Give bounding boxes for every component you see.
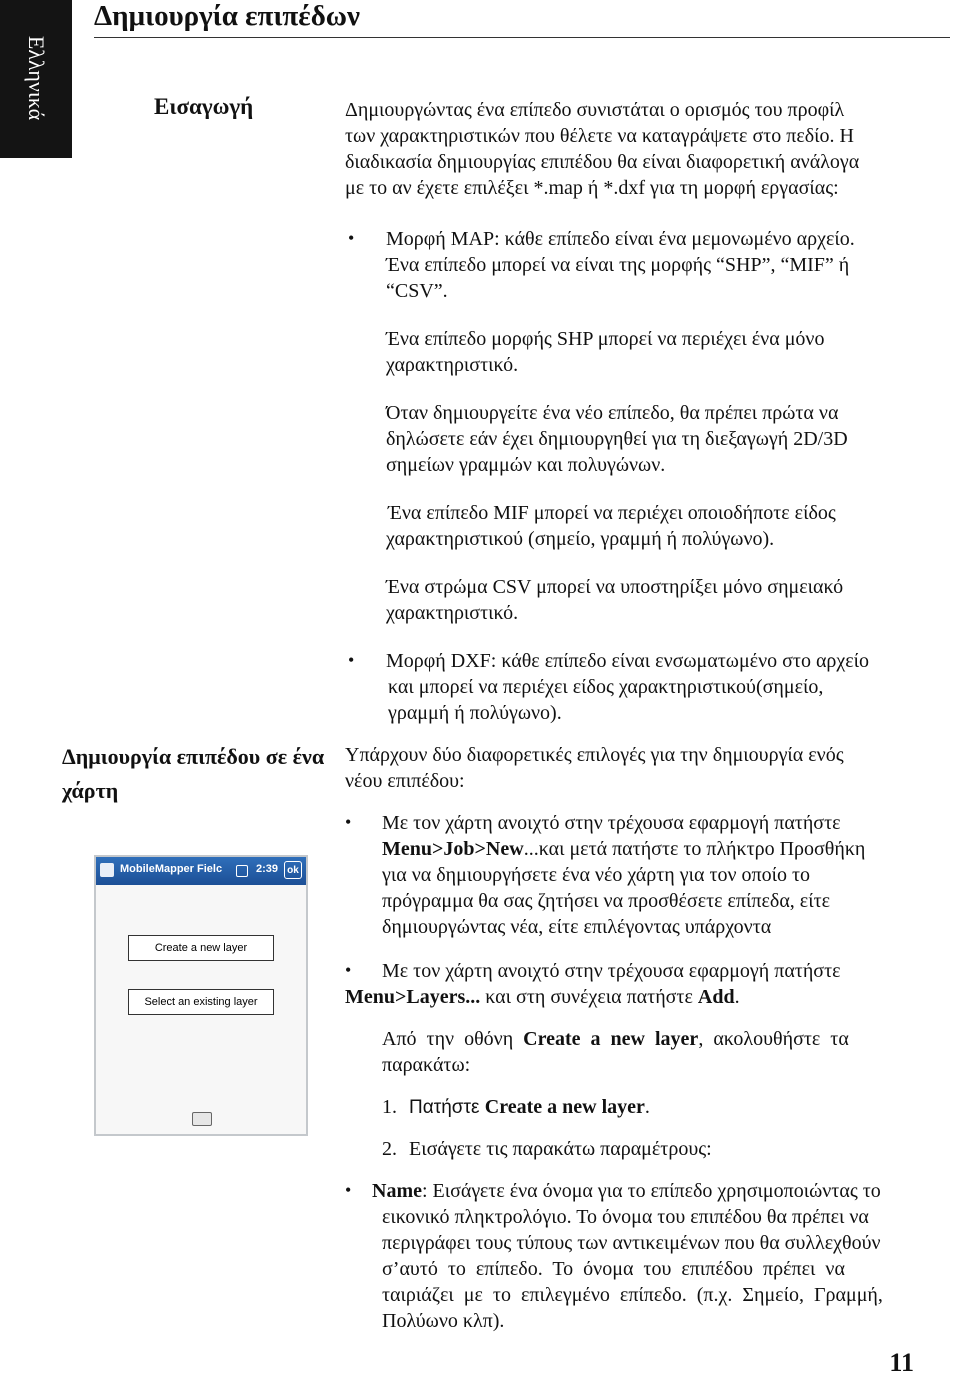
select-existing-layer-button[interactable]: Select an existing layer	[128, 989, 274, 1015]
create-new-layer-button[interactable]: Create a new layer	[128, 935, 274, 961]
device-screenshot	[94, 855, 308, 1136]
bullet-dot: •	[348, 228, 355, 248]
option2-mid: και στη συνέχεια πατήστε	[480, 986, 698, 1008]
step-1-bold: Create a new layer	[484, 1096, 645, 1118]
page-title: Δημιουργία επιπέδων	[94, 0, 360, 32]
dxf-bullet-line-1: Μορφή DXF: κάθε επίπεδο είναι ενσωματωμένο στο αρχείο	[386, 650, 870, 672]
step-1	[382, 1094, 650, 1121]
new-layer-note-line-3: σημείων γραμμών και πολυγώνων.	[386, 454, 666, 476]
keyboard-icon[interactable]	[192, 1112, 212, 1126]
intro-line-4: με το αν έχετε επιλέξει *.map ή *.dxf για τη μορφή εργασίας:	[345, 177, 839, 199]
page-number: 11	[889, 1348, 914, 1377]
name-line-3: περιγράφει τους τύπους των αντικειμένων που θα συλλεχθούν	[382, 1232, 881, 1254]
step-1-post: .	[644, 1096, 650, 1118]
step-1-pre: Πατήστε	[409, 1097, 485, 1118]
new-layer-note-line-2: δηλώσετε εάν έχει δημιουργηθεί για τη διεξαγωγή 2D/3D	[386, 428, 848, 450]
title-divider	[94, 37, 950, 38]
language-tab	[0, 0, 72, 158]
shp-note-line-2: χαρακτηριστικό.	[386, 354, 519, 376]
intro-line-2: των χαρακτηριστικών που θέλετε να καταγράψετε στο πεδίο. Η	[345, 125, 855, 147]
mif-note-line-2: χαρακτηριστικού (σημείο, γραμμή ή πολύγωνο).	[386, 528, 775, 550]
intro-line-1: Δημιουργώντας ένα επίπεδο συνιστάται ο ορισμός του προφίλ	[345, 99, 845, 121]
csv-note-line-2: χαρακτηριστικό.	[386, 602, 519, 624]
from-screen-pre: Από την οθόνη	[382, 1028, 524, 1050]
option1-line-4: πρόγραμμα θα σας ζητήσει να προσθέσετε επίπεδα, είτε	[382, 890, 831, 912]
ok-button[interactable]: ok	[284, 861, 302, 879]
name-line-4: σ’αυτό το επίπεδο. Το όνομα του επιπέδου πρέπει να	[382, 1258, 845, 1280]
bullet-dot: •	[345, 812, 352, 832]
option1-line-3: για να δημιουργήσετε ένα νέο χάρτη για τον οποίο το	[382, 864, 811, 886]
menu-path-job-new: Menu>Job>New	[382, 838, 524, 860]
option2-end: .	[734, 986, 740, 1008]
step-2-text: Εισάγετε τις παρακάτω παραμέτρους:	[409, 1138, 712, 1160]
name-line-5: ταιριάζει με το επιλεγμένο επίπεδο. (π.χ. Σημείο, Γραμμή,	[382, 1284, 883, 1306]
create-heading-line-2: χάρτη	[62, 778, 119, 803]
map-bullet-line-1: Μορφή MAP: κάθε επίπεδο είναι ένα μεμονωμένο αρχείο.	[386, 228, 855, 250]
create-intro-line-2: νέου επιπέδου:	[345, 770, 465, 792]
bullet-dot: •	[345, 960, 352, 980]
name-label: Name	[372, 1180, 422, 1202]
map-bullet-line-3: “CSV”.	[386, 280, 448, 302]
create-heading-line-1: Δημιουργία επιπέδου σε ένα	[62, 744, 325, 769]
add-label: Add	[697, 986, 735, 1008]
intro-heading: Εισαγωγή	[154, 94, 254, 119]
from-screen-line-1	[382, 1026, 849, 1052]
csv-note-line-1: Ένα στρώμα CSV μπορεί να υποστηρίξει μόνο σημειακό	[386, 576, 844, 598]
battery-icon	[236, 865, 248, 877]
new-layer-note-line-1: Όταν δημιουργείτε ένα νέο επίπεδο, θα πρέπει πρώτα να	[386, 402, 839, 424]
create-intro-line-1: Υπάρχουν δύο διαφορετικές επιλογές για την δημιουργία ενός	[345, 744, 844, 766]
device-title-bar	[96, 857, 306, 885]
bullet-dot: •	[348, 650, 355, 670]
option1-line-1: Με τον χάρτη ανοιχτό στην τρέχουσα εφαρμογή πατήστε	[382, 812, 841, 834]
step-2	[382, 1136, 712, 1162]
language-tab-label: Ελληνικά	[24, 35, 49, 121]
name-line-1-rest: : Εισάγετε ένα όνομα για το επίπεδο χρησιμοποιώντας το	[421, 1180, 881, 1202]
bullet-dot: •	[345, 1180, 352, 1200]
mif-note-line-1: Ένα επίπεδο MIF μπορεί να περιέχει οποιοδήποτε είδος	[388, 502, 836, 524]
device-clock: 2:39	[256, 863, 279, 875]
map-bullet-line-2: Ένα επίπεδο μπορεί να είναι της μορφής “SHP”, “MIF” ή	[386, 254, 850, 276]
create-new-layer-screen: Create a new layer	[523, 1028, 699, 1050]
step-1-num: 1.	[382, 1096, 397, 1118]
name-line-1	[372, 1178, 881, 1204]
name-line-2: εικονικό πληκτρολόγιο. Το όνομα του επιπέδου θα πρέπει να	[382, 1206, 869, 1228]
dxf-bullet-line-3: γραμμή ή πολύγωνο).	[388, 702, 562, 724]
step-2-num: 2.	[382, 1138, 397, 1160]
option1-line-2-rest: ...και μετά πατήστε το πλήκτρο Προσθήκη	[523, 838, 866, 860]
windows-start-icon[interactable]	[100, 863, 114, 877]
menu-path-layers: Menu>Layers...	[345, 986, 481, 1008]
option2-line-1: Με τον χάρτη ανοιχτό στην τρέχουσα εφαρμογή πατήστε	[382, 960, 841, 982]
option1-line-2	[382, 836, 865, 862]
option2-line-2	[345, 984, 740, 1010]
from-screen-line-2: παρακάτω:	[382, 1054, 471, 1076]
device-app-title: MobileMapper Fielc	[120, 863, 223, 875]
intro-line-3: διαδικασία δημιουργίας επιπέδου θα είναι διαφορετική ανάλογα	[345, 151, 860, 173]
from-screen-post: , ακολουθήστε τα	[698, 1028, 849, 1050]
option1-line-5: δημιουργώντας νέα, είτε επιλέγοντας υπάρχοντα	[382, 916, 772, 938]
dxf-bullet-line-2: και μπορεί να περιέχει είδος χαρακτηριστικού(σημείο,	[388, 676, 824, 698]
name-line-6: Πολύωνο κλπ).	[382, 1310, 505, 1332]
shp-note-line-1: Ένα επίπεδο μορφής SHP μπορεί να περιέχει ένα μόνο	[386, 328, 825, 350]
